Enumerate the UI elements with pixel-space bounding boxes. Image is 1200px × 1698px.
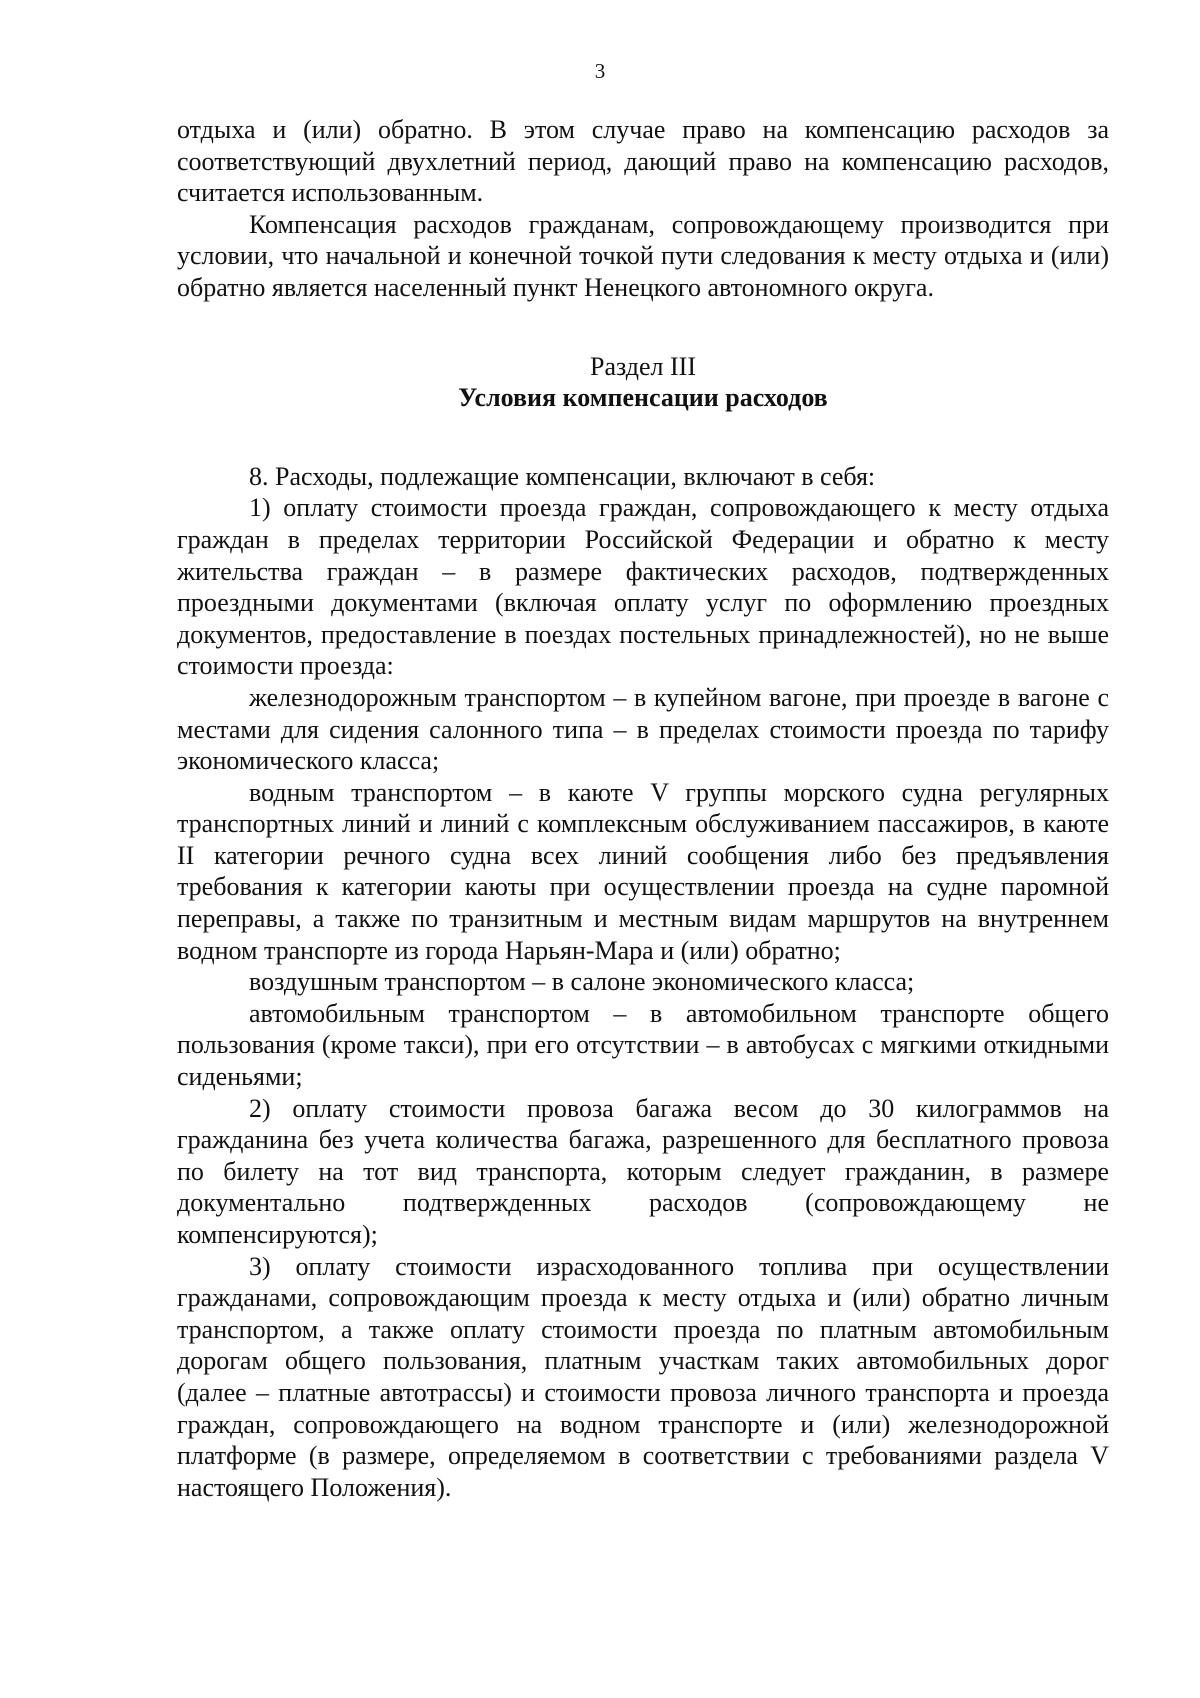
paragraph-subitem-1: 1) оплату стоимости проезда граждан, сопровождающего к месту отдыха граждан в пределах территории Российской Федерации и обратно к месту жительства граждан – в размере фактических расходов, подтвержденных проездными документами (включая оплату услуг по оформлению проездных документов, предоставление в поездах постельных принадлежностей), но не выше стоимости проезда: xyxy=(177,493,1109,681)
document-body xyxy=(177,114,1109,1503)
paragraph-compensation-condition: Компенсация расходов гражданам, сопровождающему производится при условии, что начальной и конечной точкой пути следования к месту отдыха и (или) обратно является населенный пункт Ненецкого автономного округа. xyxy=(177,209,1109,302)
page-number: 3 xyxy=(594,59,606,83)
paragraph-subitem-2: 2) оплату стоимости провоза багажа весом до 30 килограммов на гражданина без учета количества багажа, разрешенного для бесплатного провоза по билету на тот вид транспорта, которым следует гражданин, в размере документально подтвержденных расходов (сопровождающему не компенсируются); xyxy=(177,1093,1109,1249)
paragraph-air-transport: воздушным транспортом – в салоне экономического класса; xyxy=(249,967,915,997)
paragraph-road-transport: автомобильным транспортом – в автомобильном транспорте общего пользования (кроме такси), при его отсутствии – в автобусах с мягкими откидными сиденьями; xyxy=(177,998,1109,1092)
paragraph-water-transport: водным транспортом – в каюте V группы морского судна регулярных транспортных линий и линий с комплексным обслуживанием пассажиров, в каюте II категории речного судна всех линий сообщения либо без предъявления требования к категории каюты при осуществлении проезда на судне паромной переправы, а также по транзитным и местным видам маршрутов на внутреннем водном транспорте из города Нарьян-Мара и (или) обратно; xyxy=(177,777,1109,965)
paragraph-continuation: отдыха и (или) обратно. В этом случае право на компенсацию расходов за соответствующий двухлетний период, дающий право на компенсацию расходов, считается использованным. xyxy=(177,115,1109,208)
section-number: Раздел III xyxy=(589,351,697,381)
paragraph-item-8: 8. Расходы, подлежащие компенсации, включают в себя: xyxy=(249,461,876,491)
section-title: Условия компенсации расходов xyxy=(458,383,828,413)
paragraph-railway-transport: железнодорожным транспортом – в купейном вагоне, при проезде в вагоне с местами для сидения салонного типа – в пределах стоимости проезда по тарифу экономического класса; xyxy=(177,682,1109,776)
paragraph-subitem-3: 3) оплату стоимости израсходованного топлива при осуществлении гражданами, сопровождающим проезда к месту отдыха и (или) обратно личным транспортом, а также оплату стоимости проезда по платным автомобильным дорогам общего пользования, платным участкам таких автомобильных дорог (далее – платные автотрассы) и стоимости провоза личного транспорта и проезда граждан, сопровождающего на водном транспорте и (или) железнодорожной платформе (в размере, определяемом в соответствии с требованиями раздела V настоящего Положения). xyxy=(177,1251,1109,1502)
